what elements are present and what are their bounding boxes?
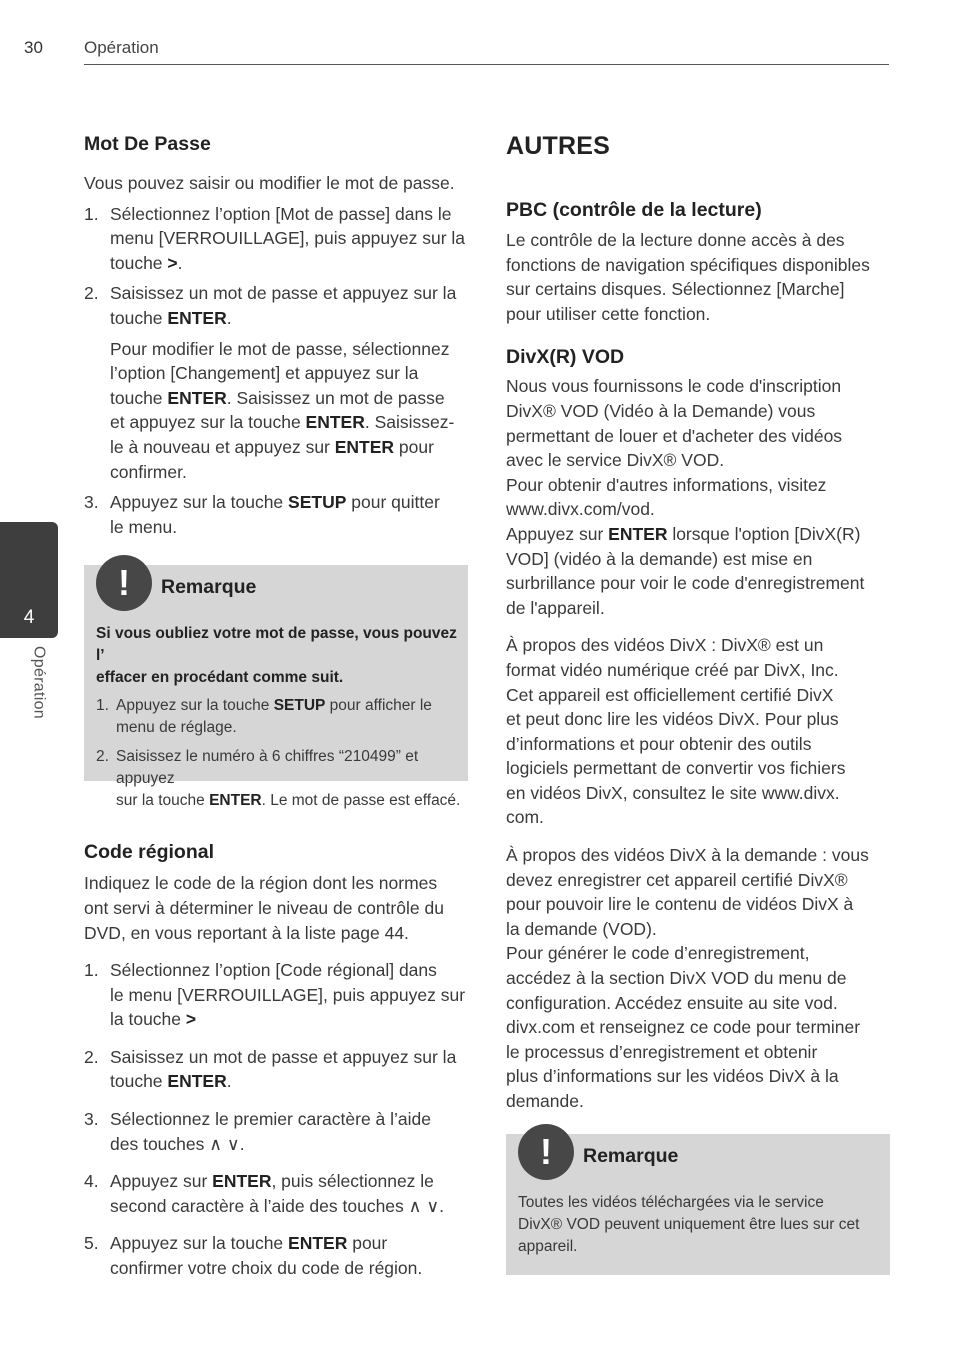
list-item: 2. Saisissez un mot de passe et appuyez sur la touche ENTER. [84, 1046, 457, 1092]
list-item: 1. Sélectionnez l’option [Mot de passe] dans le menu [VERROUILLAGE], puis appuyez sur la touche >. [84, 203, 466, 273]
note-title: Remarque [583, 1144, 679, 1167]
code-regional-intro: Indiquez le code de la région dont les normes ont servi à déterminer le niveau de contrôle du DVD, en vous reportant à la liste page 44. [84, 873, 444, 943]
header-divider [84, 64, 889, 65]
note-title: Remarque [161, 576, 257, 599]
section-title-divx-vod: DivX(R) VOD [506, 346, 625, 369]
list-item: 4. Appuyez sur ENTER, puis sélectionnez le second caractère à l’aide des touches ∧ ∨. [84, 1171, 444, 1216]
section-title-pbc: PBC (contrôle de la lecture) [506, 199, 762, 221]
left-column [84, 130, 468, 1281]
divx-paragraph-2: À propos des vidéos DivX : DivX® est un format vidéo numérique créé par DivX, Inc. Cet appareil est officiellement certifié DivX et peut donc lire les vidéos DivX. Pour plus d’informations et pour obtenir des outils logiciels permettant de convertir vos fichiers en vidéos DivX, consultez le site www.divx. com. [506, 635, 846, 828]
code-regional-steps [84, 958, 468, 1281]
section-title-mot-de-passe: Mot De Passe [84, 133, 211, 155]
mot-de-passe-step-3 [84, 490, 468, 539]
exclamation-icon: ! [518, 1124, 574, 1180]
header-section-title: Opération [84, 38, 159, 57]
divx-paragraph-1: Nous vous fournissons le code d'inscription DivX® VOD (Vidéo à la Demande) vous permettant de louer et d'acheter des vidéos avec le service DivX® VOD. Pour obtenir d'autres informations, visitez www.divx.com/vod. Appuyez sur ENTER lorsque l'option [DivX(R) VOD] (vidéo à la demande) est mise en surbrillance pour voir le code d'enregistrement de l'appareil. [506, 376, 865, 618]
chapter-tab-label: Opération [30, 646, 48, 719]
mot-de-passe-intro: Vous pouvez saisir ou modifier le mot de passe. [84, 173, 455, 193]
note-body: Si vous oubliez votre mot de passe, vous pouvez l’ effacer en procédant comme suit. 1. Appuyez sur la touche SETUP pour afficher le menu de réglage. 2. Saisissez le numéro à 6 chiffres “210499” et appuyez sur la touche ENTER. Le mot de passe est effacé. [96, 623, 462, 812]
section-heading-autres: AUTRES [506, 132, 610, 160]
list-item: 3. Sélectionnez le premier caractère à l’aide des touches ∧ ∨. [84, 1109, 431, 1154]
mot-de-passe-steps [84, 202, 468, 331]
list-item: 2. Saisissez un mot de passe et appuyez sur la touche ENTER. [84, 283, 457, 328]
divx-paragraph-3: À propos des vidéos DivX à la demande : vous devez enregistrer cet appareil certifié DivX® pour pouvoir lire le contenu de vidéos DivX à la demande (VOD). Pour générer le code d’enregistrement, accédez à la section DivX VOD du menu de configuration. Accédez ensuite au site vod. divx.com et renseignez ce code pour terminer le processus d’enregistrement et obtenir plus d’informations sur les vidéos DivX à la demande. [506, 845, 869, 1111]
change-password-instructions: Pour modifier le mot de passe, sélectionnez l’option [Changement] et appuyez sur la touche ENTER. Saisissez un mot de passe et appuyez sur la touche ENTER. Saisissez- le à nouveau et appuyez sur ENTER pour confirmer. [110, 338, 455, 482]
note-box-password [84, 562, 468, 810]
page-number: 30 [24, 38, 43, 57]
list-item: 2. Saisissez le numéro à 6 chiffres “210499” et appuyez sur la touche ENTER. Le mot de passe est effacé. [96, 748, 461, 810]
note-list [96, 695, 462, 812]
note-box-divx [506, 1130, 890, 1275]
right-column [506, 130, 890, 1275]
list-item: 3. Appuyez sur la touche SETUP pour quitter le menu. [84, 492, 440, 537]
list-item: 1. Appuyez sur la touche SETUP pour afficher le menu de réglage. [96, 697, 432, 737]
exclamation-icon: ! [96, 555, 152, 611]
list-item: 1. Sélectionnez l’option [Code régional] dans le menu [VERROUILLAGE], puis appuyez sur la touche > [84, 960, 466, 1030]
section-title-code-regional: Code régional [84, 841, 215, 864]
list-item: 5. Appuyez sur la touche ENTER pour confirmer votre choix du code de région. [84, 1233, 423, 1279]
chapter-number: 4 [23, 607, 35, 628]
chapter-tab [0, 522, 58, 638]
note-body: Toutes les vidéos téléchargées via le service DivX® VOD peuvent uniquement être lues sur cet appareil. [518, 1193, 860, 1255]
pbc-description: Le contrôle de la lecture donne accès à des fonctions de navigation spécifiques disponibles sur certains disques. Sélectionnez [Marche] pour utiliser cette fonction. [506, 230, 870, 324]
